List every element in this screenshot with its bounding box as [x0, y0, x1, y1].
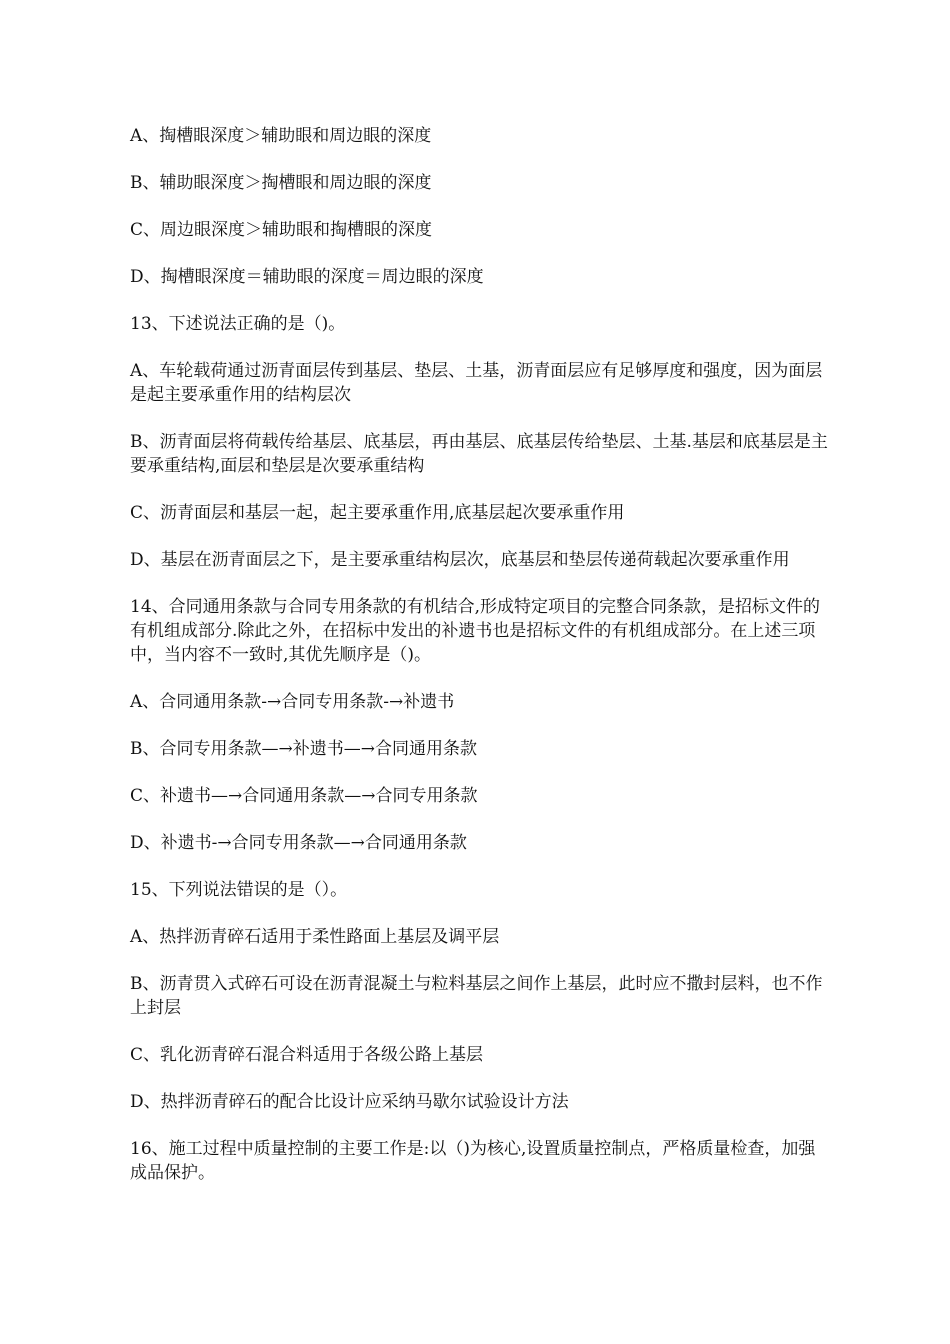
option-a-q13: A、车轮载荷通过沥青面层传到基层、垫层、土基，沥青面层应有足够厚度和强度，因为面层是起主要承重作用的结构层次	[130, 361, 823, 405]
option-b-q13: B、沥青面层将荷载传给基层、底基层，再由基层、底基层传给垫层、土基.基层和底基层是主要承重结构,面层和垫层是次要承重结构	[130, 432, 828, 476]
option-c-q15: C、乳化沥青碎石混合料适用于各级公路上基层	[130, 1045, 484, 1065]
option-b-q14: B、合同专用条款—→补遗书—→合同通用条款	[130, 739, 477, 759]
option-a-q14: A、合同通用条款-→合同专用条款-→补遗书	[130, 692, 455, 712]
option-c-q14: C、补遗书—→合同通用条款—→合同专用条款	[130, 786, 478, 806]
question-14: 14、合同通用条款与合同专用条款的有机结合,形成特定项目的完整合同条款，是招标文件的有机组成部分.除此之外，在招标中发出的补遗书也是招标文件的有机组成部分。在上述三项中，当内容不一致时,其优先顺序是（)。	[130, 597, 821, 665]
option-d-q12: D、掏槽眼深度＝辅助眼的深度＝周边眼的深度	[130, 267, 484, 287]
option-a-q12: A、掏槽眼深度＞辅助眼和周边眼的深度	[130, 126, 432, 146]
question-16: 16、施工过程中质量控制的主要工作是:以（)为核心,设置质量控制点，严格质量检查，加强成品保护。	[130, 1139, 816, 1183]
option-c-q13: C、沥青面层和基层一起，起主要承重作用,底基层起次要承重作用	[130, 503, 625, 523]
option-a-q15: A、热拌沥青碎石适用于柔性路面上基层及调平层	[130, 927, 500, 947]
option-b-q12: B、辅助眼深度＞掏槽眼和周边眼的深度	[130, 173, 432, 193]
option-c-q12: C、周边眼深度＞辅助眼和掏槽眼的深度	[130, 220, 433, 240]
question-13: 13、下述说法正确的是（)。	[130, 314, 346, 334]
question-15: 15、下列说法错误的是（）。	[130, 880, 348, 900]
option-d-q14: D、补遗书-→合同专用条款—→合同通用条款	[130, 833, 467, 853]
option-d-q13: D、基层在沥青面层之下，是主要承重结构层次，底基层和垫层传递荷载起次要承重作用	[130, 550, 790, 570]
option-b-q15: B、沥青贯入式碎石可设在沥青混凝土与粒料基层之间作上基层，此时应不撒封层料，也不作上封层	[130, 974, 823, 1018]
option-d-q15: D、热拌沥青碎石的配合比设计应采纳马歇尔试验设计方法	[130, 1092, 569, 1112]
document-page	[130, 124, 830, 1208]
